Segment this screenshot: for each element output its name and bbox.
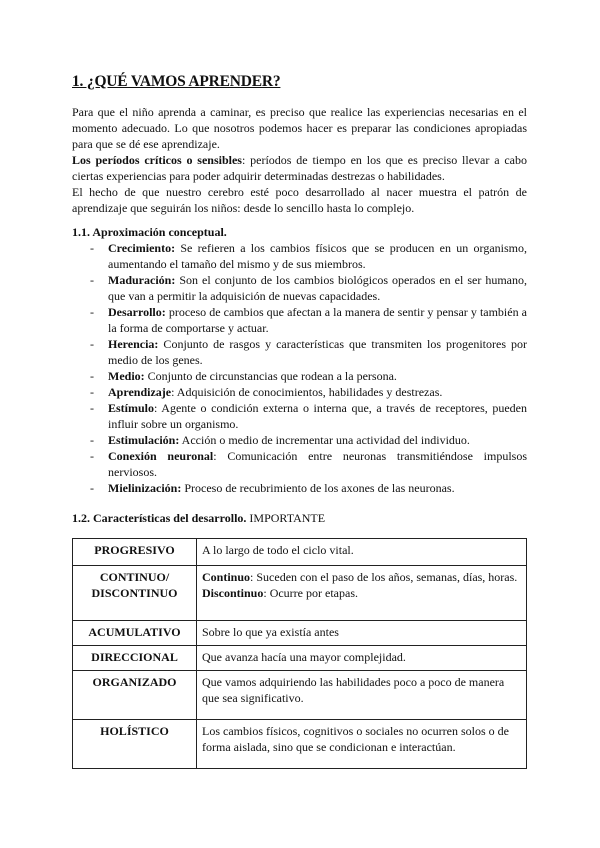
table-row (73, 621, 527, 646)
dash-bullet: - (90, 433, 94, 447)
definition: Conjunto de circunstancias que rodean a la persona. (144, 369, 397, 383)
characteristic-name: PROGRESIVO (73, 539, 197, 566)
characteristic-description: Sobre lo que ya existía antes (197, 621, 527, 646)
term: Conexión neuronal (108, 449, 214, 463)
characteristic-name: ORGANIZADO (73, 671, 197, 720)
characteristic-name: HOLÍSTICO (73, 720, 197, 769)
characteristic-description (197, 566, 527, 621)
list-item (72, 304, 527, 336)
list-item (72, 400, 527, 432)
concept-list (72, 240, 527, 496)
definition: : Adquisición de conocimientos, habilidades y destrezas. (171, 385, 443, 399)
term: Maduración: (108, 273, 176, 287)
characteristic-description: Los cambios físicos, cognitivos o sociales no ocurren solos o de forma aislada, sino que se condicionan e interactúan. (197, 720, 527, 769)
characteristic-description: Que avanza hacía una mayor complejidad. (197, 646, 527, 671)
term: Medio: (108, 369, 145, 383)
list-item (72, 432, 527, 448)
definition: Son el conjunto de los cambios biológicos operados en el ser humano, que van a permitir la adquisición de nuevas capacidades. (108, 273, 527, 303)
dash-bullet: - (90, 337, 94, 351)
dash-bullet: - (90, 401, 94, 415)
term: Crecimiento: (108, 241, 176, 255)
term: Estimulación: (108, 433, 180, 447)
definition: Acción o medio de incrementar una actividad del individuo. (179, 433, 470, 447)
list-item (72, 336, 527, 368)
definition: : Agente o condición externa o interna que, a través de receptores, pueden influir sobre un organismo. (108, 401, 527, 431)
characteristic-name: ACUMULATIVO (73, 621, 197, 646)
list-item (72, 240, 527, 272)
page-title: 1. ¿QUÉ VAMOS APRENDER? (72, 73, 281, 90)
term: Discontinuo (202, 586, 264, 600)
characteristic-description: Que vamos adquiriendo las habilidades poco a poco de manera que sea significativo. (197, 671, 527, 720)
section-heading-text: 1.2. Características del desarrollo. (72, 511, 247, 525)
document-page (72, 72, 527, 769)
intro-paragraph-2 (72, 152, 527, 184)
section-heading-characteristics (72, 510, 527, 526)
table-row (73, 646, 527, 671)
term: Herencia: (108, 337, 159, 351)
dash-bullet: - (90, 273, 94, 287)
dash-bullet: - (90, 481, 94, 495)
section-heading-concepts: 1.1. Aproximación conceptual. (72, 225, 227, 239)
definition: : Ocurre por etapas. (263, 586, 358, 600)
dash-bullet: - (90, 241, 94, 255)
dash-bullet: - (90, 449, 94, 463)
term: Estímulo (108, 401, 155, 415)
critical-periods-term: Los períodos críticos o sensibles (72, 153, 242, 167)
dash-bullet: - (90, 385, 94, 399)
list-item (72, 448, 527, 480)
definition: Se refieren a los cambios físicos que se producen en un organismo, aumentando el tamaño del mismo y de sus miembros. (108, 241, 527, 271)
term: Desarrollo: (108, 305, 166, 319)
list-item (72, 272, 527, 304)
definition: : Suceden con el paso de los años, semanas, días, horas. (250, 570, 518, 584)
table-row (73, 671, 527, 720)
term: Aprendizaje (108, 385, 172, 399)
table-row (73, 720, 527, 769)
list-item (72, 480, 527, 496)
list-item (72, 384, 527, 400)
definition: : Comunicación entre neuronas transmitiéndose impulsos nerviosos. (108, 449, 527, 479)
characteristics-table (72, 538, 527, 769)
intro-paragraph-3: El hecho de que nuestro cerebro esté poco desarrollado al nacer muestra el patrón de aprendizaje que seguirán los niños: desde lo sencillo hasta lo complejo. (72, 185, 527, 215)
critical-periods-text: : períodos de tiempo en los que es preciso llevar a cabo ciertas experiencias para poder adquirir determinadas destrezas o habilidades. (72, 153, 527, 183)
table-row (73, 539, 527, 566)
dash-bullet: - (90, 305, 94, 319)
characteristic-name: CONTINUO/ DISCONTINUO (73, 566, 197, 621)
list-item (72, 368, 527, 384)
important-note: IMPORTANTE (246, 511, 326, 525)
characteristic-description: A lo largo de todo el ciclo vital. (197, 539, 527, 566)
intro-paragraph-1: Para que el niño aprenda a caminar, es preciso que realice las experiencias necesarias en el momento adecuado. Lo que nosotros podemos hacer es preparar las condiciones apropiadas para que se dé ese aprendizaje. (72, 105, 527, 151)
dash-bullet: - (90, 369, 94, 383)
term: Mielinización: (108, 481, 182, 495)
table-row (73, 566, 527, 621)
characteristic-name: DIRECCIONAL (73, 646, 197, 671)
definition: Conjunto de rasgos y características que transmiten los progenitores por medio de los genes. (108, 337, 527, 367)
definition: Proceso de recubrimiento de los axones de las neuronas. (181, 481, 455, 495)
term: Continuo (202, 570, 251, 584)
definition: proceso de cambios que afectan a la manera de sentir y pensar y también a la forma de comportarse y actuar. (108, 305, 527, 335)
